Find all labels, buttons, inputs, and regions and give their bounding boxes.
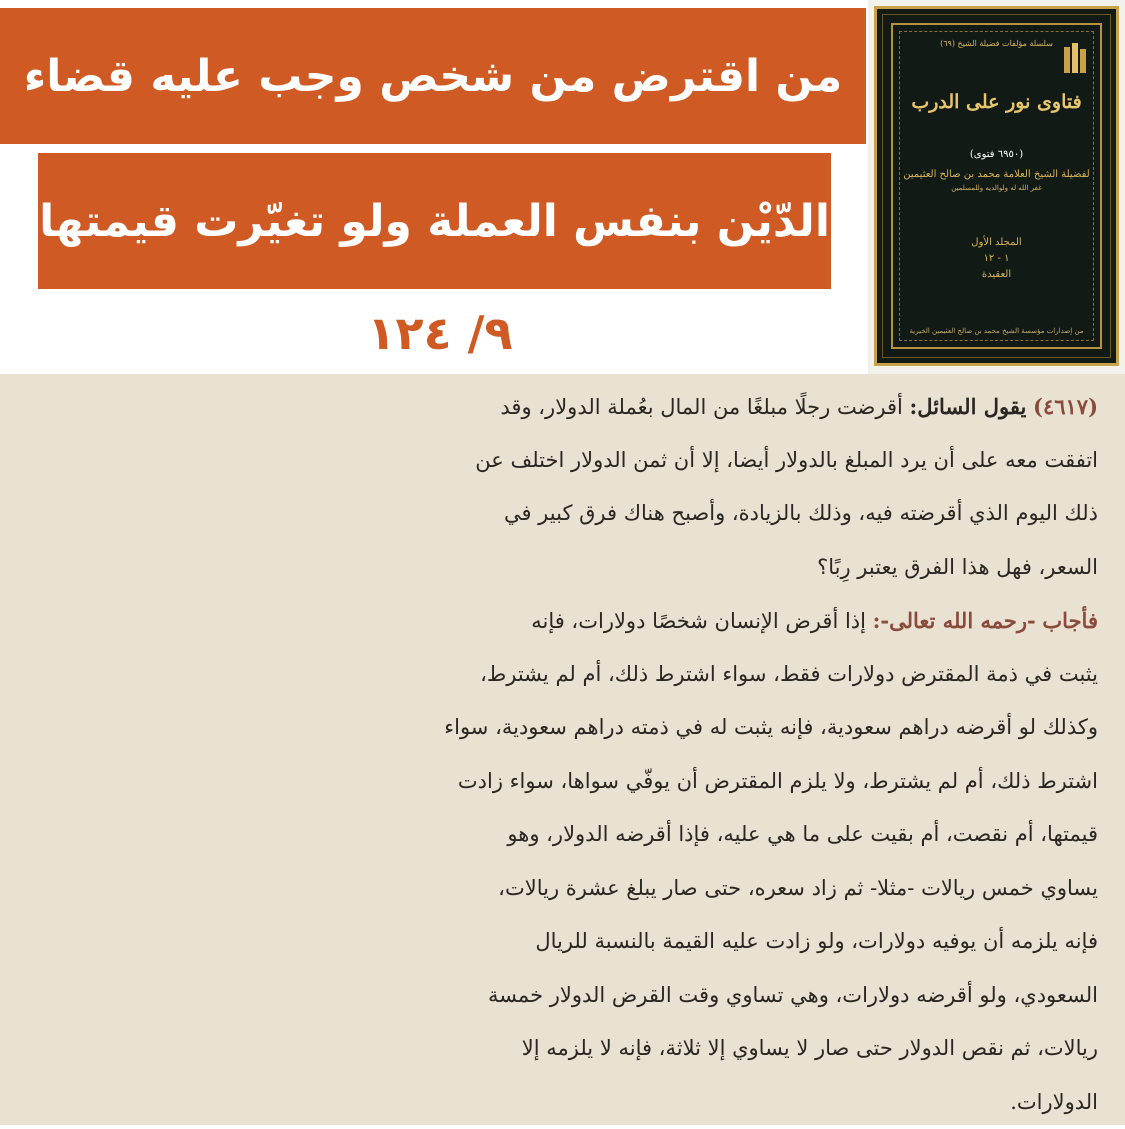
title-banner-line-2: الدّيْن بنفس العملة ولو تغيّرت قيمتها — [38, 153, 831, 289]
cover-author-note: غفر الله له ولوالديه وللمسلمين — [877, 184, 1116, 192]
fatwa-text — [30, 380, 1098, 1129]
cover-publisher: من إصدارات مؤسسة الشيخ محمد بن صالح العثيمين الخيرية — [877, 327, 1116, 335]
cover-range: ١ - ١٢ — [877, 253, 1116, 264]
text-line — [30, 380, 1098, 434]
text-line: وكذلك لو أقرضه دراهم سعودية، فإنه يثبت له في ذمته دراهم سعودية، سواء — [30, 701, 1098, 755]
book-page-scan — [0, 374, 1125, 1125]
text-line — [30, 594, 1098, 648]
text-line: السعودي، ولو أقرضه دولارات، وهي تساوي وقت القرض الدولار خمسة — [30, 969, 1098, 1023]
text-line: ريالات، ثم نقص الدولار حتى صار لا يساوي إلا ثلاثة، فإنه لا يلزمه إلا — [30, 1022, 1098, 1076]
question-number: (٤٦١٧) — [1033, 394, 1098, 419]
text-line-content: أقرضت رجلًا مبلغًا من المال بعُملة الدولار، وقد — [500, 395, 902, 419]
text-line: فإنه يلزمه أن يوفيه دولارات، ولو زادت عليه القيمة بالنسبة للريال — [30, 915, 1098, 969]
text-line: السعر، فهل هذا الفرق يعتبر رِبًا؟ — [30, 541, 1098, 595]
cover-series: سلسلة مؤلفات فضيلة الشيخ (٦٩) — [877, 39, 1116, 48]
cover-volume: المجلد الأول — [877, 237, 1116, 248]
question-label: يقول السائل: — [910, 394, 1027, 419]
cover-title: فتاوى نور على الدرب — [877, 91, 1116, 113]
cover-fatwa-count: (٦٩٥٠ فتوى) — [877, 149, 1116, 160]
answer-label: فأجاب — [1042, 608, 1098, 633]
answer-honorific: -رحمه الله تعالى-: — [873, 608, 1036, 633]
text-line: اتفقت معه على أن يرد المبلغ بالدولار أيضا، إلا أن ثمن الدولار اختلف عن — [30, 434, 1098, 488]
title-banner-line-1: من اقترض من شخص وجب عليه قضاء — [0, 8, 866, 144]
text-line: يثبت في ذمة المقترض دولارات فقط، سواء اشترط ذلك، أم لم يشترط، — [30, 648, 1098, 702]
cover-part: العقيدة — [877, 269, 1116, 280]
text-line: قيمتها، أم نقصت، أم بقيت على ما هي عليه، فإذا أقرضه الدولار، وهو — [30, 808, 1098, 862]
book-cover-image — [868, 0, 1125, 374]
text-line: اشترط ذلك، أم لم يشترط، ولا يلزم المقترض أن يوفّي سواها، سواء زادت — [30, 755, 1098, 809]
text-line: ذلك اليوم الذي أقرضته فيه، وذلك بالزيادة، وأصبح هناك فرق كبير في — [30, 487, 1098, 541]
cover-author: لفضيلة الشيخ العلامة محمد بن صالح العثيمين — [877, 169, 1116, 180]
volume-page-reference: ٩/ ١٢٤ — [330, 306, 550, 368]
text-line: يساوي خمس ريالات -مثلا- ثم زاد سعره، حتى صار يبلغ عشرة ريالات، — [30, 862, 1098, 916]
text-line-content: إذا أقرض الإنسان شخصًا دولارات، فإنه — [531, 609, 866, 633]
text-line: الدولارات. — [30, 1076, 1098, 1129]
book-cover-panel — [874, 6, 1119, 366]
